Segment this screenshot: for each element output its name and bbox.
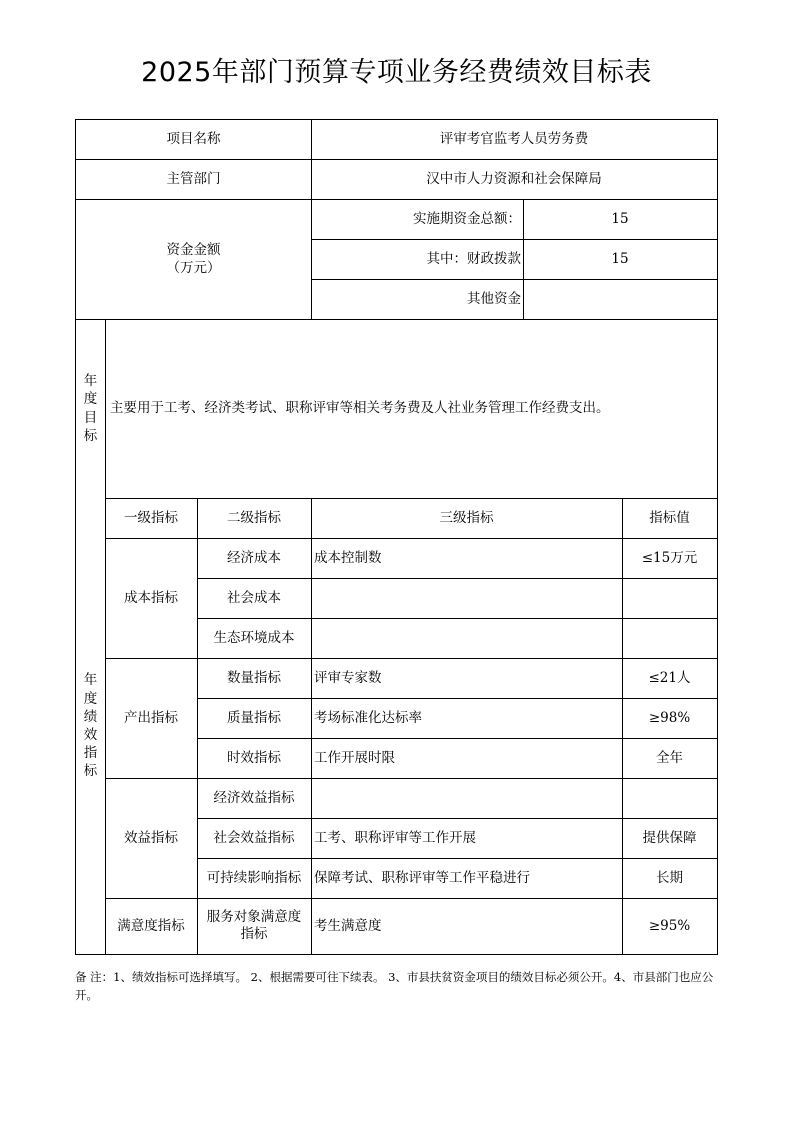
indicator-value: 提供保障 xyxy=(642,829,697,846)
indicator-level2: 质量指标 xyxy=(227,709,281,726)
group-output: 产出指标 xyxy=(124,709,178,726)
group-cost: 成本指标 xyxy=(124,589,178,606)
indicator-level2: 经济成本 xyxy=(227,549,281,566)
funds-unit: （万元） xyxy=(166,260,221,276)
indicator-value: ≥95% xyxy=(648,917,691,934)
indicator-level3: 保障考试、职称评审等工作平稳进行 xyxy=(314,869,530,886)
department-label: 主管部门 xyxy=(166,170,221,187)
project-name-label: 项目名称 xyxy=(166,131,221,148)
indicator-level2: 社会效益指标 xyxy=(213,829,295,846)
footnote: 备 注：1、绩效指标可选择填写。 2、根据需要可往下续表。 3、市县扶贫资金项目的绩效目标必须公开。4、市县部门也应公开。 xyxy=(75,970,714,1002)
department-value: 汉中市人力资源和社会保障局 xyxy=(426,170,602,187)
indicator-level2: 经济效益指标 xyxy=(213,789,295,806)
other-funds-label: 其他资金 xyxy=(467,290,521,307)
indicator-level3: 考生满意度 xyxy=(314,917,382,934)
group-satisfaction: 满意度指标 xyxy=(117,917,185,934)
indicator-value xyxy=(622,618,717,658)
indicator-value xyxy=(622,778,717,818)
indicator-value: ≤15万元 xyxy=(641,549,698,566)
fiscal-funds-label: 其中：财政拨款 xyxy=(426,250,521,267)
indicator-level3 xyxy=(311,778,622,818)
indicator-value xyxy=(622,578,717,618)
funds-label: 资金金额 xyxy=(166,241,221,258)
col-header-level2: 二级指标 xyxy=(227,509,281,526)
indicator-level3: 工作开展时限 xyxy=(314,749,395,766)
indicator-level2: 数量指标 xyxy=(227,669,281,686)
indicator-level2: 社会成本 xyxy=(227,589,281,606)
indicator-value: 全年 xyxy=(656,749,683,766)
indicator-value: 长期 xyxy=(656,869,683,886)
annual-goal-text: 主要用于工考、经济类考试、职称评审等相关考务费及人社业务管理工作经费支出。 xyxy=(110,400,610,417)
total-funds-label: 实施期资金总额： xyxy=(413,210,521,227)
other-funds-value xyxy=(523,279,717,319)
indicator-level2: 服务对象满意度指标 xyxy=(206,909,302,942)
page-title: 2025年部门预算专项业务经费绩效目标表 xyxy=(141,57,652,88)
funds-label-cell xyxy=(76,199,311,319)
indicator-value: ≥98% xyxy=(648,709,691,726)
indicator-level3: 工考、职称评审等工作开展 xyxy=(314,829,476,846)
indicator-level3: 评审专家数 xyxy=(314,669,382,686)
performance-target-table xyxy=(75,119,718,955)
indicator-level3: 考场标准化达标率 xyxy=(314,709,422,726)
indicator-level3 xyxy=(311,618,622,658)
indicator-level2: 生态环境成本 xyxy=(213,629,295,646)
performance-indicators-label: 年 度 绩 效 指 标 xyxy=(83,672,98,780)
project-name-value: 评审考官监考人员劳务费 xyxy=(439,131,589,148)
indicator-level2: 时效指标 xyxy=(227,749,281,766)
col-header-level3: 三级指标 xyxy=(439,509,494,526)
fiscal-funds-value: 15 xyxy=(611,250,629,267)
annual-goal-label: 年 度 目 标 xyxy=(83,373,98,444)
total-funds-value: 15 xyxy=(611,210,629,227)
col-header-value: 指标值 xyxy=(649,509,690,526)
indicator-level3 xyxy=(311,578,622,618)
group-benefit: 效益指标 xyxy=(124,829,178,846)
indicator-level2: 可持续影响指标 xyxy=(206,869,302,886)
indicator-value: ≤21人 xyxy=(648,669,691,686)
indicator-level3: 成本控制数 xyxy=(314,549,382,566)
col-header-level1: 一级指标 xyxy=(124,509,178,526)
